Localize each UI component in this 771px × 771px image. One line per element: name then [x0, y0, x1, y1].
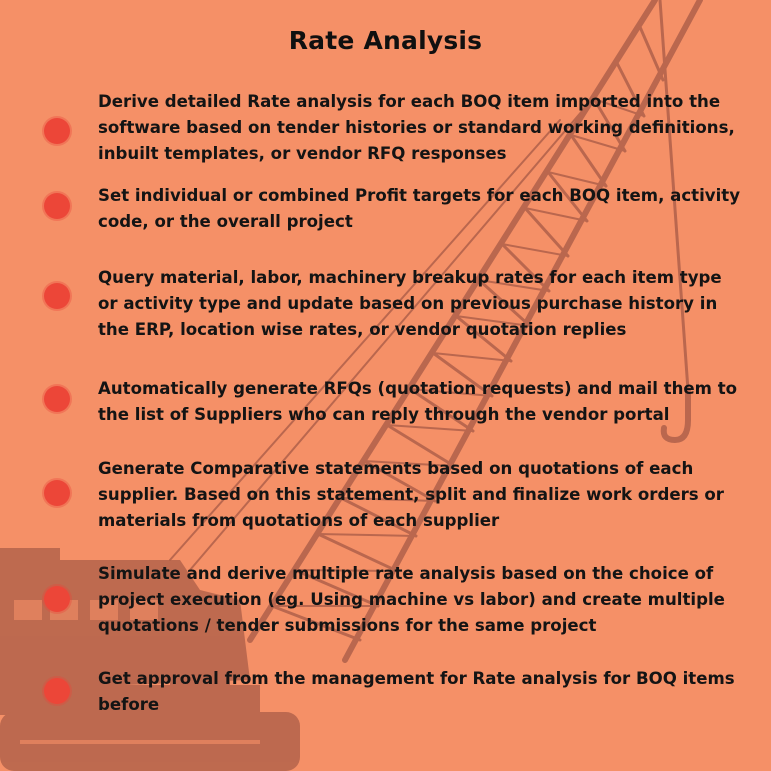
bullet-dot-icon — [44, 386, 70, 412]
list-item-text: Derive detailed Rate analysis for each BOQ item imported into the software based on tender histories or standard working definitions, inbuilt templates, or vendor RFQ responses — [98, 92, 735, 163]
list-item-text: Simulate and derive multiple rate analysis based on the choice of project execution (eg. Using machine vs labor) and create multiple quotations / tender submissions for the same project — [98, 564, 725, 635]
bullet-dot-icon — [44, 118, 70, 144]
bullet-dot-icon — [44, 193, 70, 219]
list-item-text: Set individual or combined Profit targets for each BOQ item, activity code, or the overall project — [98, 186, 741, 231]
bullet-dot-icon — [44, 678, 70, 704]
list-item-text: Get approval from the management for Rate analysis for BOQ items before — [98, 669, 735, 714]
bullet-dot-icon — [44, 283, 70, 309]
bullet-dot-icon — [44, 480, 70, 506]
list-item-text: Generate Comparative statements based on quotations of each supplier. Based on this statement, split and finalize work orders or materials from quotations of each supplier — [98, 459, 724, 530]
page-title: Rate Analysis — [288, 26, 483, 55]
bullet-dot-icon — [44, 586, 70, 612]
list-item-text: Automatically generate RFQs (quotation requests) and mail them to the list of Suppliers who can reply through the vendor portal — [98, 379, 738, 424]
list-item-text: Query material, labor, machinery breakup rates for each item type or activity type and update based on previous purchase history in the ERP, location wise rates, or vendor quotation replies — [98, 268, 722, 339]
